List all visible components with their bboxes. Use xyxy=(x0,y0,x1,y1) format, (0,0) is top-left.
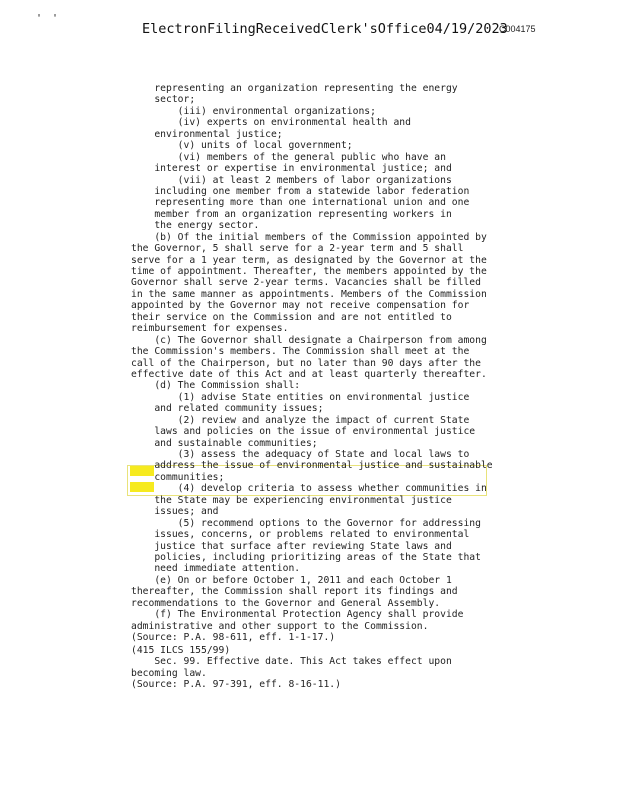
text-line: (3) assess the adequacy of State and local laws to xyxy=(131,449,470,460)
text-line: becoming law. xyxy=(131,667,207,679)
text-line: time of appointment. Thereafter, the members appointed by the xyxy=(131,266,487,277)
text-line: (5) recommend options to the Governor for addressing xyxy=(131,517,481,529)
text-line: representing an organization representing the energy xyxy=(131,83,458,94)
text-line: and sustainable communities; xyxy=(131,437,318,449)
text-line: sector; xyxy=(131,94,196,106)
statute-text xyxy=(131,83,503,643)
text-line: serve for a 1 year term, as designated by the Governor at the xyxy=(131,254,487,266)
text-line: (f) The Environmental Protection Agency shall provide xyxy=(131,609,464,621)
text-line: issues; and xyxy=(131,506,219,518)
text-line: the energy sector. xyxy=(131,220,260,232)
text-line: (e) On or before October 1, 2011 and each October 1 xyxy=(131,574,452,586)
text-line: and related community issues; xyxy=(131,403,324,415)
text-line: (iv) experts on environmental health and xyxy=(131,117,411,129)
text-line: (b) Of the initial members of the Commission appointed by xyxy=(131,231,487,243)
text-line: including one member from a statewide labor federation xyxy=(131,185,470,197)
text-line: environmental justice; xyxy=(131,128,283,140)
text-line: (1) advise State entities on environmental justice xyxy=(131,391,470,403)
text-line: communities; xyxy=(131,471,225,483)
text-line: (2) review and analyze the impact of current State xyxy=(131,414,470,426)
text-line: laws and policies on the issue of environmental justice xyxy=(131,426,476,438)
text-line: (d) The Commission shall: xyxy=(131,380,301,392)
text-line: (415 ILCS 155/99) xyxy=(131,645,231,656)
text-line: address the issue of environmental justice and sustainable xyxy=(131,460,493,472)
text-line: Governor shall serve 2-year terms. Vacancies shall be filled xyxy=(131,277,481,289)
text-line: in the same manner as appointments. Members of the Commission xyxy=(131,288,487,300)
text-line: (Source: P.A. 98-611, eff. 1-1-17.) xyxy=(131,632,336,643)
text-line: (vi) members of the general public who have an xyxy=(131,151,446,163)
text-line: thereafter, the Commission shall report its findings and xyxy=(131,586,458,598)
text-line: (c) The Governor shall designate a Chairperson from among xyxy=(131,334,487,346)
text-line: effective date of this Act and at least quarterly thereafter. xyxy=(131,368,487,380)
text-line: (vii) at least 2 members of labor organizations xyxy=(131,174,452,186)
text-line: appointed by the Governor may not receive compensation for xyxy=(131,300,470,312)
text-line: policies, including prioritizing areas of the State that xyxy=(131,551,481,563)
text-line: need immediate attention. xyxy=(131,563,301,575)
text-line: call of the Chairperson, but no later than 90 days after the xyxy=(131,357,481,369)
scan-corner-mark: ' ' xyxy=(36,13,61,24)
text-line: representing more than one international union and one xyxy=(131,197,470,209)
text-line: reimbursement for expenses. xyxy=(131,323,289,335)
text-line: (v) units of local government; xyxy=(131,140,353,152)
text-line: the Governor, 5 shall serve for a 2-year term and 5 shall xyxy=(131,243,464,255)
text-line: administrative and other support to the Commission. xyxy=(131,620,429,632)
text-line: the State may be experiencing environmental justice xyxy=(131,494,452,506)
text-line: interest or expertise in environmental justice; and xyxy=(131,163,452,175)
effective-date-section xyxy=(131,645,503,691)
text-line: member from an organization representing workers in xyxy=(131,208,452,220)
text-line: recommendations to the Governor and General Assembly. xyxy=(131,597,441,609)
text-line: (4) develop criteria to assess whether communities in xyxy=(131,483,487,495)
efiling-stamp: ElectronFilingReceivedClerk'sOffice04/19/2023 xyxy=(142,21,508,37)
text-line: (Source: P.A. 97-391, eff. 8-16-11.) xyxy=(131,679,341,691)
text-line: their service on the Commission and are not entitled to xyxy=(131,311,452,323)
text-line: issues, concerns, or problems related to environmental xyxy=(131,529,470,541)
text-line: (iii) environmental organizations; xyxy=(131,105,376,117)
text-line: the Commission's members. The Commission shall meet at the xyxy=(131,346,470,358)
text-line: Sec. 99. Effective date. This Act takes effect upon xyxy=(131,656,452,668)
document-code: C004175 xyxy=(499,24,536,34)
text-line: justice that surface after reviewing State laws and xyxy=(131,540,452,552)
